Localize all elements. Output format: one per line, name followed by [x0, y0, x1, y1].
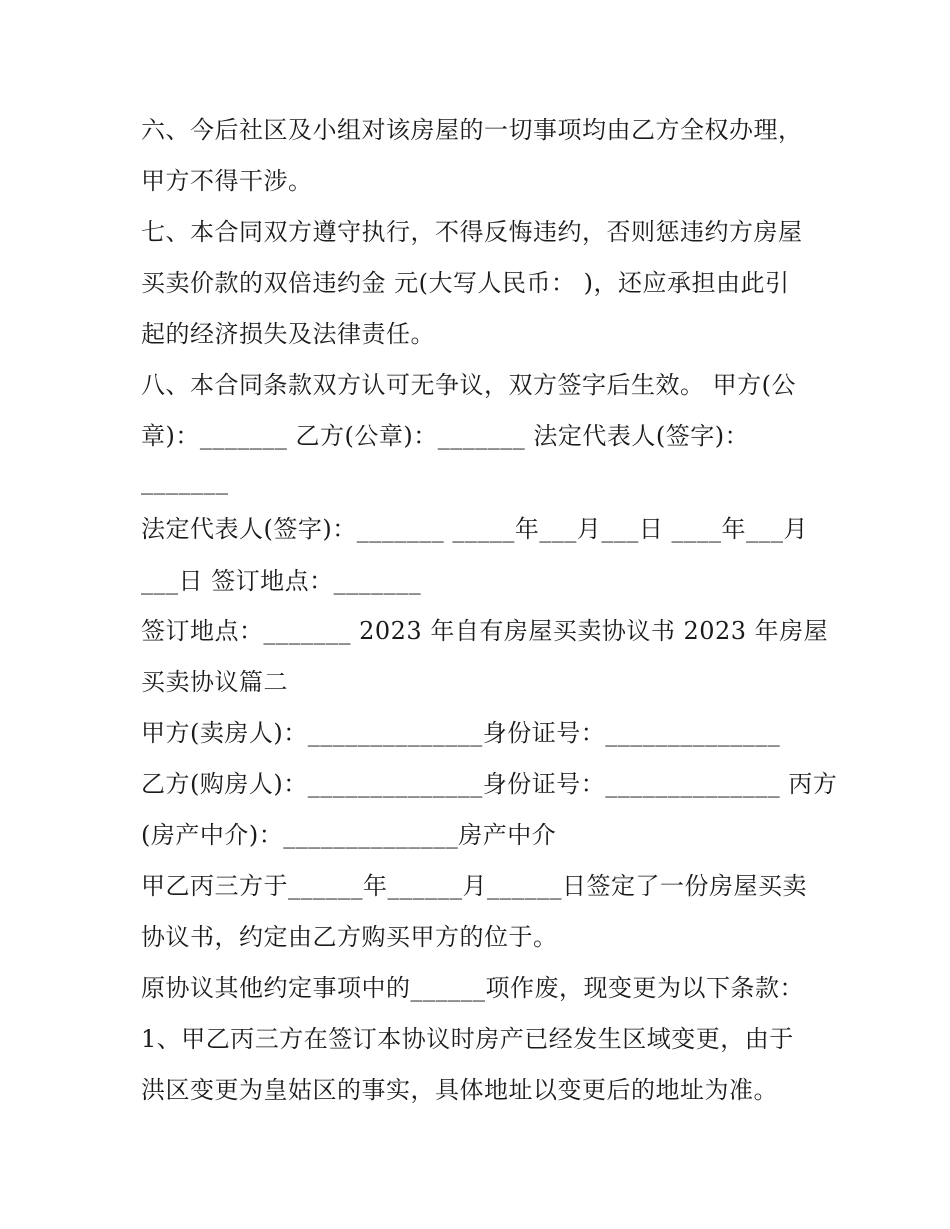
term-1-line-1: 1、甲乙丙三方在签订本协议时房产已经发生区域变更，由于: [141, 1025, 794, 1053]
clause-6-line-2: 甲方不得干涉。: [141, 167, 313, 195]
void-clause-line: 原协议其他约定事项中的______项作废，现变更为以下条款：: [141, 974, 804, 1002]
clause-8-line-1: 八、本合同条款双方认可无争议，双方签字后生效。 甲方(公: [141, 371, 796, 399]
representative-date-line-1: 法定代表人(签字)：_______ _____年___月___日 ____年___月: [141, 515, 808, 543]
party-b-line: 乙方(购房人)：______________身份证号：______________ 丙方: [141, 770, 838, 798]
clause-7-line-2: 买卖价款的双倍违约金 元(大写人民币： )，还应承担由此引: [141, 269, 790, 297]
agreement-date-line-1: 甲乙丙三方于______年______月______日签定了一份房屋买卖: [141, 872, 807, 900]
clause-7-line-3: 起的经济损失及法律责任。: [141, 320, 435, 348]
clause-6-line-1: 六、今后社区及小组对该房屋的一切事项均由乙方全权办理，: [141, 116, 803, 144]
agreement-date-line-2: 协议书，约定由乙方购买甲方的位于。: [141, 923, 558, 951]
signature-blank: _______: [141, 467, 229, 495]
signing-place-title-line-1: 签订地点：_______ 2023 年自有房屋买卖协议书 2023 年房屋: [141, 617, 829, 645]
party-a-line: 甲方(卖房人)：______________身份证号：______________: [141, 719, 781, 747]
term-1-line-2: 洪区变更为皇姑区的事实，具体地址以变更后的地址为准。: [141, 1076, 778, 1104]
clause-7-line-1: 七、本合同双方遵守执行，不得反悔违约，否则惩违约方房屋: [141, 218, 803, 246]
clause-8-line-2: 章)：_______ 乙方(公章)：_______ 法定代表人(签字)：: [141, 422, 750, 450]
signing-place-title-line-2: 买卖协议篇二: [141, 668, 288, 696]
representative-date-line-2: ___日 签订地点：_______: [141, 567, 422, 595]
party-c-line: (房产中介)：______________房产中介: [141, 821, 557, 849]
